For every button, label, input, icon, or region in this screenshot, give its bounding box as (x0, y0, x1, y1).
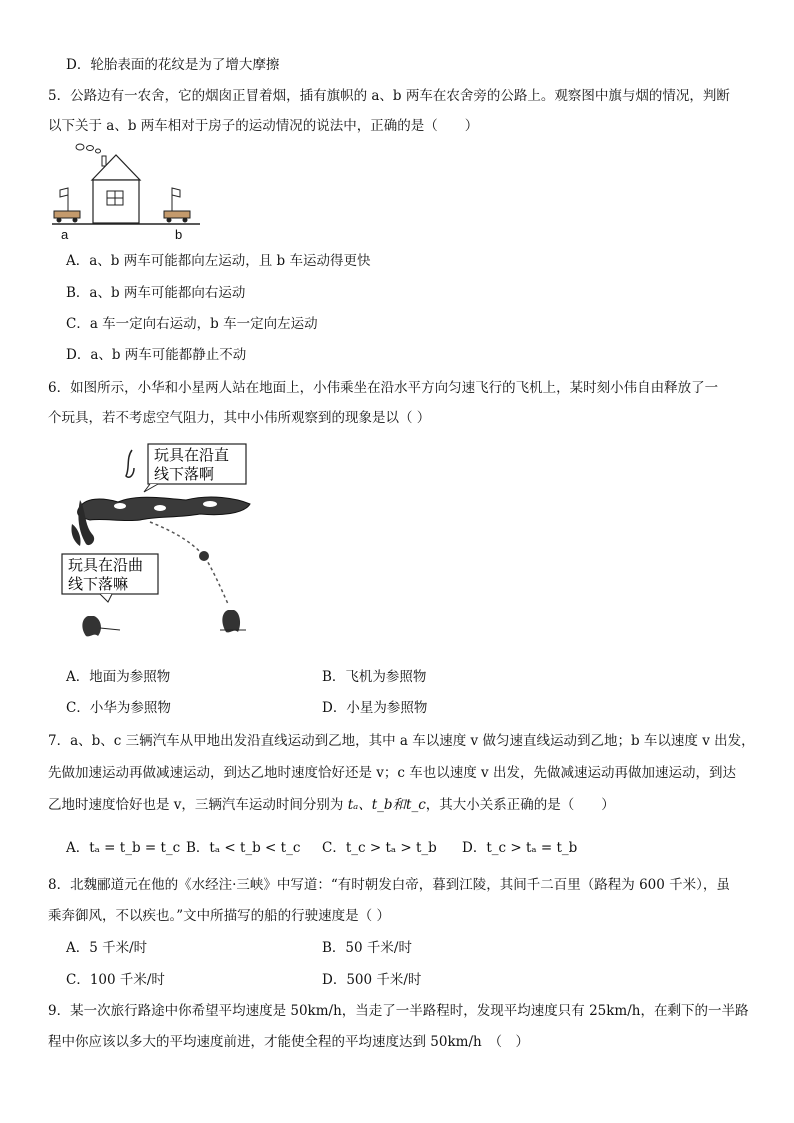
q5-figure-farmhouse (48, 140, 208, 242)
q6-stem-line1: 6．如图所示，小华和小星两人站在地面上，小伟乘坐在沿水平方向匀速飞行的飞机上，某时刻小伟自由释放了一 (48, 380, 719, 396)
q5-option-d: D．a、b 两车可能都静止不动 (66, 347, 247, 363)
q8-option-c: C．100 千米/时 (66, 972, 165, 988)
q5-option-a: A．a、b 两车可能都向左运动，且 b 车运动得更快 (66, 253, 371, 269)
q9-stem-line1: 9．某一次旅行路途中你希望平均速度是 50km/h，当走了一半路程时，发现平均速度只有 25km/h，在剩下的一半路 (48, 1003, 749, 1019)
q6-option-a: A．地面为参照物 (66, 669, 171, 685)
q5-option-b: B．a、b 两车可能都向右运动 (66, 285, 246, 301)
q4-option-d: D．轮胎表面的花纹是为了增大摩擦 (66, 57, 280, 73)
q8-option-a: A．5 千米/时 (66, 940, 148, 956)
q9-stem-line2: 程中你应该以多大的平均速度前进，才能使全程的平均速度达到 50km/h （ ） (48, 1034, 529, 1050)
q5-label-b: b (175, 227, 183, 242)
q8-option-d: D．500 千米/时 (322, 972, 422, 988)
q7-stem-line3-b: ，其大小关系正确的是（ ） (425, 797, 615, 813)
q7-stem-line1: 7．a、b、c 三辆汽车从甲地出发沿直线运动到乙地，其中 a 车以速度 v 做匀速直线运动到乙地；b 车以速度 v 出发， (48, 733, 755, 749)
q6-bubble2-line1: 玩具在沿曲 (68, 556, 144, 574)
q8-option-b: B．50 千米/时 (322, 940, 412, 956)
q7-stem-line3 (48, 795, 615, 815)
q6-bubble2-line2: 线下落嘛 (68, 575, 129, 593)
q7-stem-line3-a: 乙地时速度恰好也是 v，三辆汽车运动时间分别为 (48, 797, 348, 813)
q5-stem-line2: 以下关于 a、b 两车相对于房子的运动情况的说法中，正确的是（ ） (48, 118, 479, 134)
q5-label-a: a (61, 227, 69, 242)
q7-times-expression: tₐ、t_b和t_c (347, 797, 426, 813)
q5-stem-line1: 5．公路边有一农舍，它的烟囱正冒着烟，插有旗帜的 a、b 两车在农舍旁的公路上。观察图中旗与烟的情况，判断 (48, 88, 730, 104)
q6-bubble1-line2: 线下落啊 (154, 465, 215, 483)
q6-option-d: D．小星为参照物 (322, 700, 428, 716)
q6-figure-airplane (60, 440, 260, 650)
q8-stem-line2: 乘奔御风，不以疾也。”文中所描写的船的行驶速度是（ ） (48, 908, 390, 924)
q6-option-b: B．飞机为参照物 (322, 669, 427, 685)
q7-option-d: D．t_c > tₐ = t_b (462, 840, 578, 856)
q5-option-c: C．a 车一定向右运动，b 车一定向左运动 (66, 316, 318, 332)
q8-stem-line1: 8．北魏郦道元在他的《水经注·三峡》中写道：“有时朝发白帝，暮到江陵，其间千二百里（路程为 600 千米），虽 (48, 877, 730, 893)
q7-option-a: A．tₐ = t_b = t_c (66, 840, 181, 856)
q7-option-c: C．t_c > tₐ > t_b (322, 840, 437, 856)
q7-option-b: B．tₐ < t_b < t_c (186, 840, 301, 856)
q6-bubble1-line1: 玩具在沿直 (154, 446, 230, 464)
q6-stem-line2: 个玩具，若不考虑空气阻力，其中小伟所观察到的现象是以（ ） (48, 410, 431, 426)
q7-stem-line2: 先做加速运动再做减速运动，到达乙地时速度恰好还是 v；c 车也以速度 v 出发，先做减速运动再做加速运动，到达 (48, 765, 736, 781)
q6-option-c: C．小华为参照物 (66, 700, 171, 716)
